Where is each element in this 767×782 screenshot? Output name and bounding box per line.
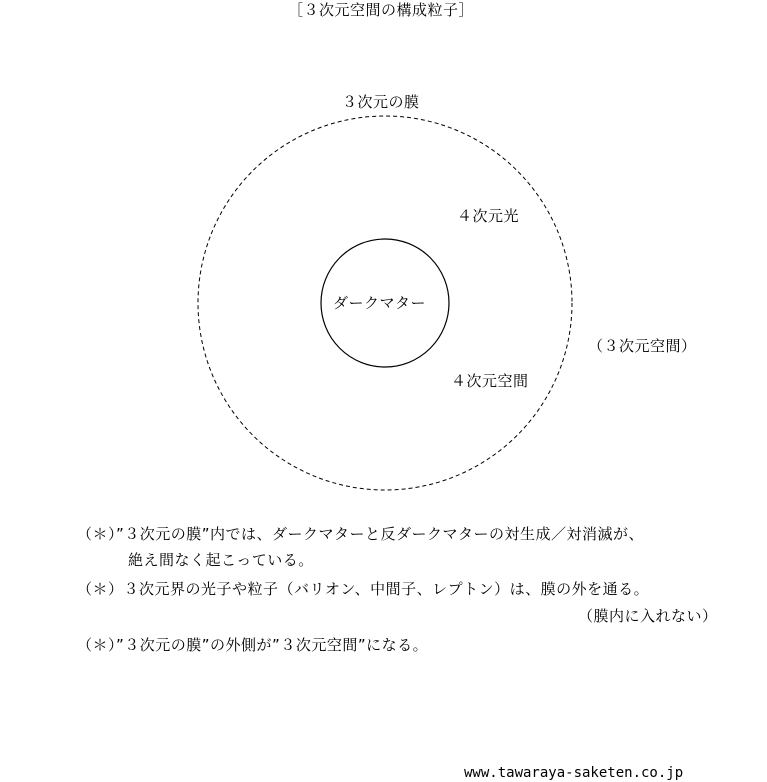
three-dimensional-space-label: （３次元空間） bbox=[588, 337, 697, 355]
membrane-label: ３次元の膜 bbox=[342, 93, 420, 111]
footer-url: www.tawaraya-saketen.co.jp bbox=[464, 765, 684, 781]
note-line: （膜内に入れない） bbox=[578, 607, 718, 625]
four-dimensional-space-label: ４次元空間 bbox=[451, 372, 529, 390]
page-title: ［３次元空間の構成粒子］ bbox=[288, 1, 475, 19]
note-line: 絶え間なく起こっている。 bbox=[128, 551, 314, 569]
note-line: （＊）３次元界の光子や粒子（バリオン、中間子、レプトン）は、膜の外を通る。 bbox=[77, 580, 650, 598]
note-line: （＊）”３次元の膜”の外側が”３次元空間”になる。 bbox=[77, 636, 429, 654]
four-dimensional-light-label: ４次元光 bbox=[457, 207, 520, 225]
dark-matter-label: ダークマター bbox=[333, 294, 427, 312]
note-line: （＊）”３次元の膜”内では、ダークマターと反ダークマターの対生成／対消滅が、 bbox=[77, 525, 645, 543]
